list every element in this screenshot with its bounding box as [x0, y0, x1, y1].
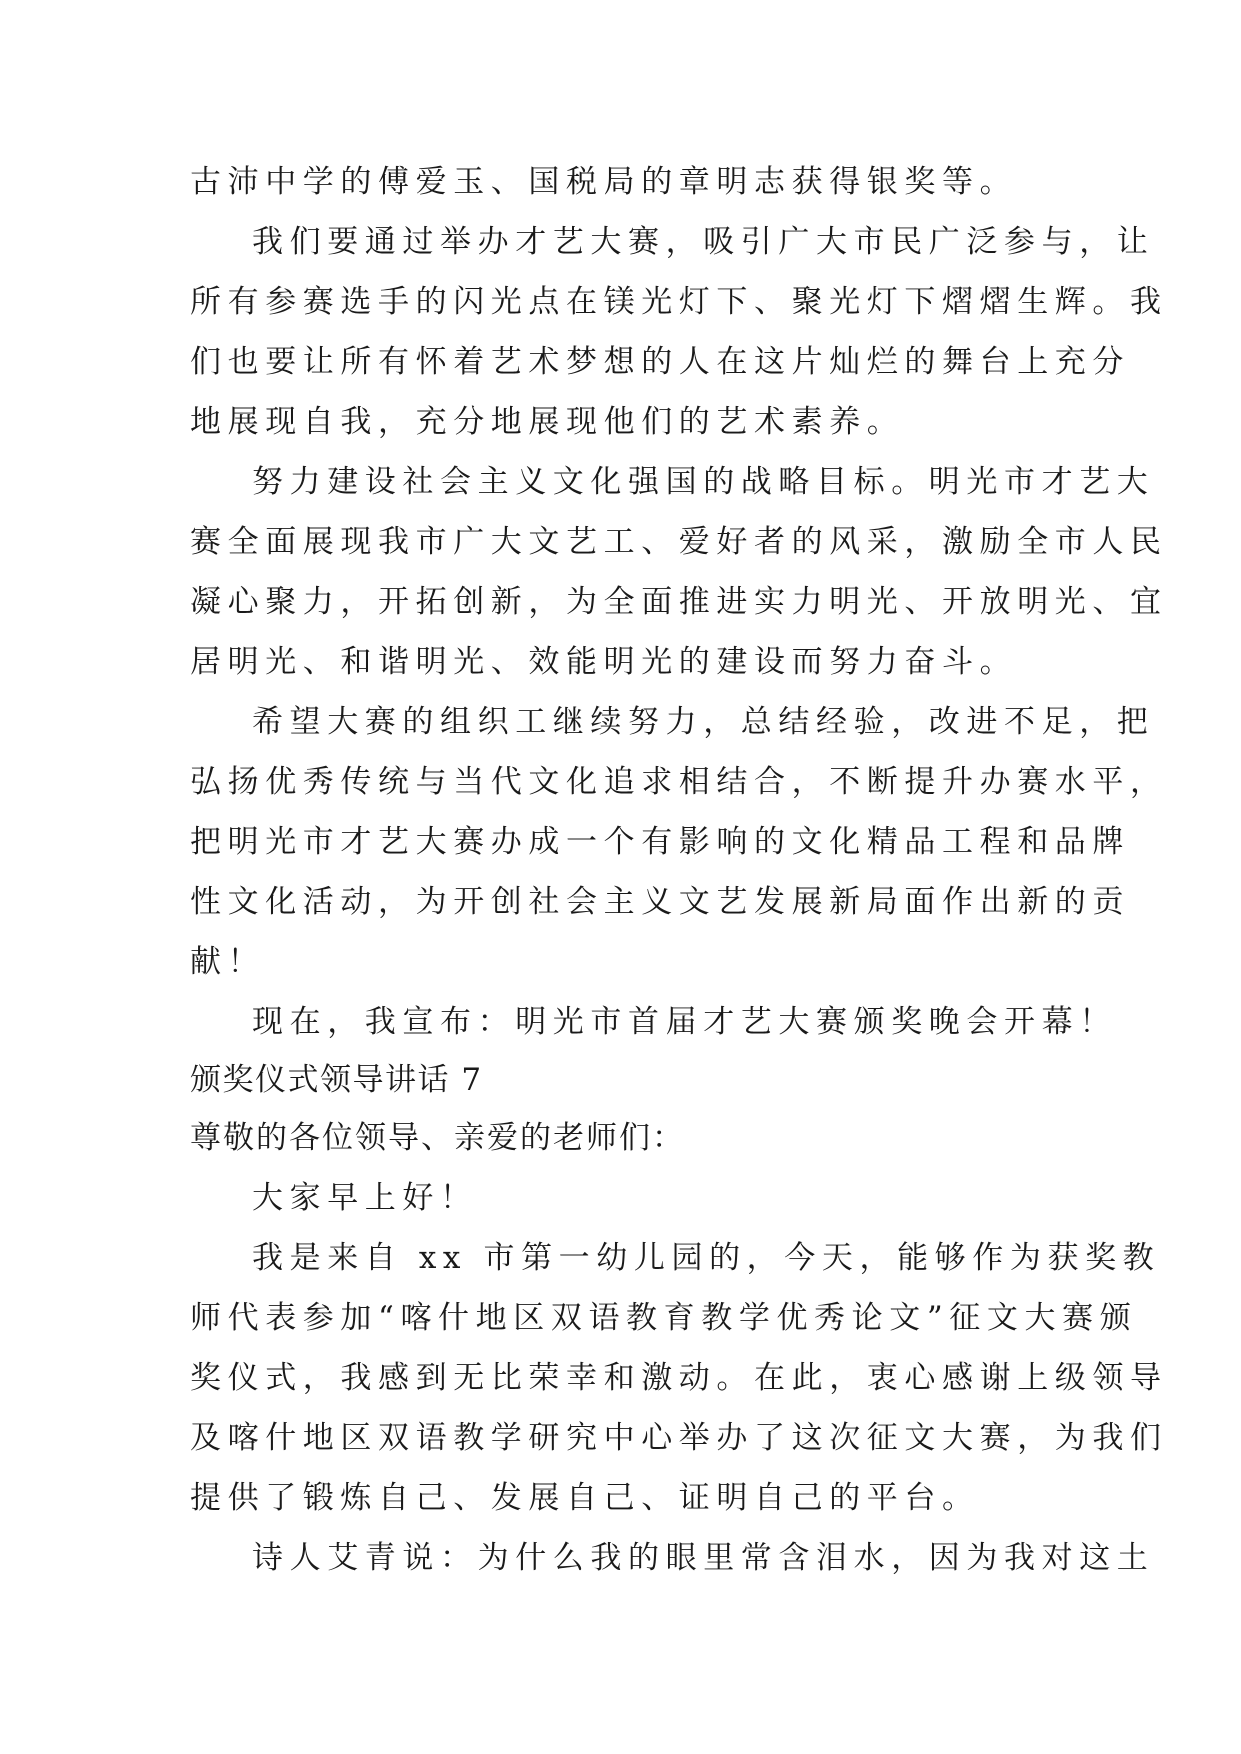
text-line: 奖仪式，我感到无比荣幸和激动。在此，衷心感谢上级领导 [190, 1360, 1168, 1396]
text-line: 及喀什地区双语教学研究中心举办了这次征文大赛，为我们 [190, 1420, 1168, 1456]
text-line: 赛全面展现我市广大文艺工、爱好者的风采，激励全市人民 [190, 524, 1168, 560]
paragraph-start: 诗人艾青说：为什么我的眼里常含泪水，因为我对这土 [252, 1540, 1155, 1576]
document-body [190, 152, 1168, 1588]
text-line: 性文化活动，为开创社会主义文艺发展新局面作出新的贡 [190, 884, 1130, 920]
section-heading: 颁奖仪式领导讲话 7 [190, 1062, 483, 1098]
text-line: 所有参赛选手的闪光点在镁光灯下、聚光灯下熠熠生辉。我 [190, 284, 1168, 320]
text-line: 弘扬优秀传统与当代文化追求相结合，不断提升办赛水平， [190, 764, 1168, 800]
greeting: 大家早上好！ [252, 1180, 478, 1216]
paragraph-start: 现在，我宣布：明光市首届才艺大赛颁奖晚会开幕！ [252, 1004, 1117, 1040]
paragraph-start: 希望大赛的组织工继续努力，总结经验，改进不足，把 [252, 704, 1155, 740]
text-line: 提供了锻炼自己、发展自己、证明自己的平台。 [190, 1480, 980, 1516]
salutation: 尊敬的各位领导、亲爱的老师们： [190, 1120, 685, 1156]
text-line: 献！ [190, 944, 266, 980]
text-line: 古沛中学的傅爱玉、国税局的章明志获得银奖等。 [190, 164, 1018, 200]
text-line: 凝心聚力，开拓创新，为全面推进实力明光、开放明光、宜 [190, 584, 1168, 620]
paragraph-start: 我们要通过举办才艺大赛，吸引广大市民广泛参与，让 [252, 224, 1155, 260]
text-line: 地展现自我，充分地展现他们的艺术素养。 [190, 404, 905, 440]
text-line: 师代表参加“喀什地区双语教育教学优秀论文”征文大赛颁 [190, 1300, 1138, 1336]
text-line: 居明光、和谐明光、效能明光的建设而努力奋斗。 [190, 644, 1018, 680]
text-line: 们也要让所有怀着艺术梦想的人在这片灿烂的舞台上充分 [190, 344, 1130, 380]
text-line: 把明光市才艺大赛办成一个有影响的文化精品工程和品牌 [190, 824, 1130, 860]
paragraph-start: 我是来自 xx 市第一幼儿园的，今天，能够作为获奖教 [252, 1240, 1161, 1276]
paragraph-start: 努力建设社会主义文化强国的战略目标。明光市才艺大 [252, 464, 1155, 500]
